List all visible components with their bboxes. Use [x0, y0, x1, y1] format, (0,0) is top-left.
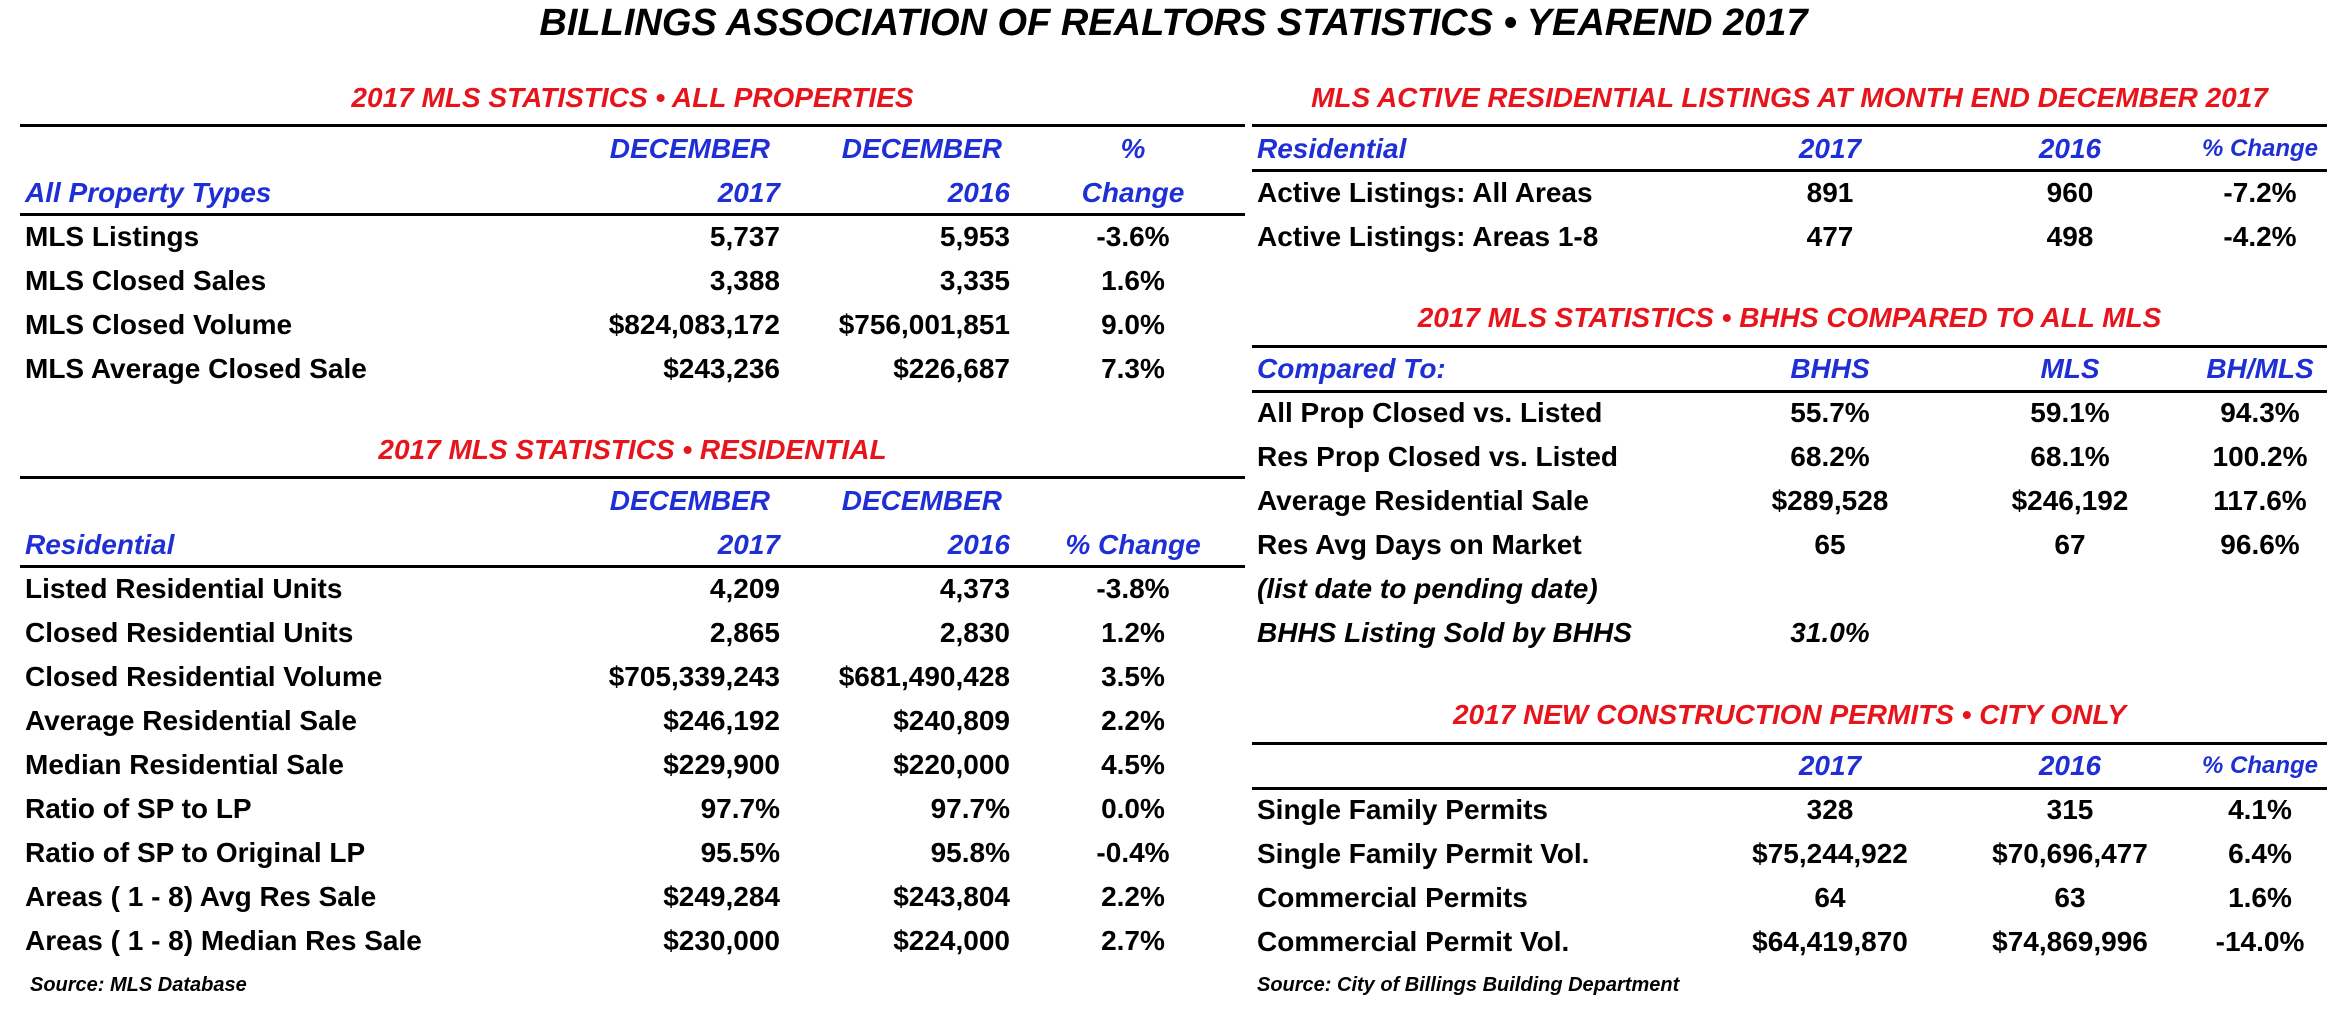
residential-label: Ratio of SP to LP: [25, 793, 252, 824]
permits-value-3: 4.1%: [2228, 794, 2292, 825]
active-listings-label: Active Listings: Areas 1-8: [1257, 221, 1599, 252]
all-properties-label: MLS Listings: [25, 221, 200, 252]
residential-value-2017: $705,339,243: [608, 661, 780, 692]
residential-value-2017: 95.5%: [700, 837, 780, 868]
all-properties-title: 2017 MLS STATISTICS • ALL PROPERTIES: [351, 82, 914, 113]
residential-value-2016: 4,373: [939, 573, 1010, 604]
residential-value-2016: $681,490,428: [838, 661, 1010, 692]
residential-header-2016: 2016: [947, 529, 1010, 560]
residential-value-2016: $224,000: [893, 925, 1010, 956]
all-properties-change: -3.6%: [1096, 221, 1170, 252]
residential-label: Closed Residential Units: [25, 617, 354, 648]
residential-value-2017: 4,209: [709, 573, 780, 604]
bhhs-value-3: 100.2%: [2212, 441, 2308, 472]
permits-header: [0, 744, 2347, 788]
bhhs-note-row: [0, 567, 2347, 611]
permits-row: [0, 788, 2347, 832]
bhhs-sold-row: [0, 611, 2347, 655]
permits-value-3: 6.4%: [2228, 838, 2292, 869]
active-listings-row: [0, 171, 2347, 215]
residential-change: 2.7%: [1101, 925, 1165, 956]
active-listings-value-3: -7.2%: [2223, 177, 2297, 208]
residential-change: 0.0%: [1101, 793, 1165, 824]
permits-row: [0, 832, 2347, 876]
page-title: BILLINGS ASSOCIATION OF REALTORS STATISTICS • YEAREND 2017: [539, 2, 1808, 44]
active-listings-label: Active Listings: All Areas: [1257, 177, 1593, 208]
bhhs-value-3: 94.3%: [2220, 397, 2300, 428]
residential-value-2017: $230,000: [663, 925, 780, 956]
residential-label: Areas ( 1 - 8) Median Res Sale: [25, 925, 422, 956]
bhhs-value-2: 67: [2054, 529, 2086, 560]
bhhs-header-ratio: BH/MLS: [2206, 353, 2314, 384]
permits-value-2: $74,869,996: [1992, 926, 2148, 957]
bhhs-row: [0, 479, 2347, 523]
permits-header-2016: 2016: [2038, 750, 2102, 781]
active-listings-value-2: 960: [2046, 177, 2094, 208]
active-listings-title: MLS ACTIVE RESIDENTIAL LISTINGS AT MONTH END DECEMBER 2017: [1311, 82, 2268, 113]
active-listings-header-2017: 2017: [1798, 133, 1862, 164]
residential-value-2017: $229,900: [663, 749, 780, 780]
active-listings-header-2016: 2016: [2038, 133, 2102, 164]
residential-value-2016: 97.7%: [930, 793, 1010, 824]
permits-title: 2017 NEW CONSTRUCTION PERMITS • CITY ONLY: [1452, 699, 2127, 730]
all-properties-value-2017: 3,388: [709, 265, 780, 296]
residential-source: Source: MLS Database: [30, 974, 247, 996]
permits-value-1: 64: [1814, 882, 1846, 913]
permits-value-2: $70,696,477: [1992, 838, 2148, 869]
all-properties-header-dec-2016: DECEMBER: [841, 133, 1002, 164]
permits-label: Commercial Permits: [1257, 882, 1528, 913]
residential-label: Listed Residential Units: [25, 573, 343, 604]
all-properties-label: MLS Average Closed Sale: [25, 353, 367, 384]
residential-label: Average Residential Sale: [25, 705, 358, 736]
all-properties-label: MLS Closed Sales: [25, 265, 267, 296]
all-properties-header-dec-2017: DECEMBER: [609, 133, 770, 164]
residential-value-2017: $249,284: [663, 881, 780, 912]
residential-value-2017: $246,192: [663, 705, 780, 736]
permits-value-1: $64,419,870: [1752, 926, 1908, 957]
bhhs-value-1: $289,528: [1771, 485, 1889, 516]
bhhs-sold-value: 31.0%: [1790, 617, 1870, 648]
residential-change: 2.2%: [1101, 705, 1165, 736]
all-properties-value-2017: $243,236: [663, 353, 780, 384]
bhhs-sold-label: BHHS Listing Sold by BHHS: [1257, 617, 1632, 648]
bhhs-header: [0, 347, 2347, 391]
bhhs-value-2: 68.1%: [2030, 441, 2110, 472]
all-properties-value-2016: $226,687: [893, 353, 1010, 384]
residential-title: 2017 MLS STATISTICS • RESIDENTIAL: [378, 434, 887, 465]
residential-value-2016: 95.8%: [930, 837, 1010, 868]
residential-row: [0, 699, 1250, 743]
residential-change: 3.5%: [1101, 661, 1165, 692]
residential-header-2017: 2017: [717, 529, 780, 560]
all-properties-value-2016: 5,953: [939, 221, 1010, 252]
residential-header-dec-2017: DECEMBER: [609, 485, 770, 516]
all-properties-header-change: Change: [1081, 177, 1185, 208]
residential-value-2016: $220,000: [893, 749, 1010, 780]
permits-value-3: 1.6%: [2228, 882, 2292, 913]
residential-header-change: % Change: [1065, 529, 1201, 560]
bhhs-label: All Prop Closed vs. Listed: [1257, 397, 1603, 428]
active-listings-header-change: % Change: [2201, 135, 2318, 162]
permits-value-3: -14.0%: [2215, 926, 2305, 957]
all-properties-value-2017: $824,083,172: [608, 309, 780, 340]
all-properties-change: 9.0%: [1101, 309, 1165, 340]
residential-change: 2.2%: [1101, 881, 1165, 912]
residential-value-2016: $243,804: [893, 881, 1010, 912]
permits-label: Single Family Permits: [1257, 794, 1548, 825]
all-properties-change: 1.6%: [1101, 265, 1165, 296]
bhhs-value-3: 96.6%: [2220, 529, 2300, 560]
all-properties-change: 7.3%: [1101, 353, 1165, 384]
all-properties-value-2017: 5,737: [709, 221, 780, 252]
all-properties-header-pct: %: [1120, 133, 1146, 164]
all-properties-header-2017: 2017: [717, 177, 780, 208]
permits-label: Commercial Permit Vol.: [1257, 926, 1570, 957]
residential-label: Areas ( 1 - 8) Avg Res Sale: [25, 881, 377, 912]
bhhs-label: Res Prop Closed vs. Listed: [1257, 441, 1618, 472]
all-properties-header-label: All Property Types: [25, 177, 272, 208]
residential-header-dec-2016: DECEMBER: [841, 485, 1002, 516]
bhhs-row: [0, 435, 2347, 479]
residential-value-2016: $240,809: [893, 705, 1010, 736]
permits-value-1: $75,244,922: [1752, 838, 1908, 869]
bhhs-row: [0, 523, 2347, 567]
all-properties-row: [0, 259, 1250, 303]
permits-value-2: 63: [2054, 882, 2086, 913]
all-properties-value-2016: $756,001,851: [838, 309, 1010, 340]
all-properties-header-2016: 2016: [947, 177, 1010, 208]
residential-change: 4.5%: [1101, 749, 1165, 780]
residential-change: -0.4%: [1096, 837, 1170, 868]
residential-label: Median Residential Sale: [25, 749, 344, 780]
residential-value-2016: 2,830: [939, 617, 1010, 648]
permits-value-2: 315: [2046, 794, 2094, 825]
bhhs-header-mls: MLS: [2040, 353, 2100, 384]
residential-label: Closed Residential Volume: [25, 661, 383, 692]
bhhs-value-2: 59.1%: [2030, 397, 2110, 428]
residential-value-2017: 97.7%: [700, 793, 780, 824]
bhhs-header-label: Compared To:: [1257, 353, 1446, 384]
active-listings-value-1: 891: [1806, 177, 1854, 208]
bhhs-value-1: 65: [1814, 529, 1846, 560]
all-properties-label: MLS Closed Volume: [25, 309, 293, 340]
permits-value-1: 328: [1806, 794, 1854, 825]
residential-row: [0, 655, 1250, 699]
active-listings-header-label: Residential: [1257, 133, 1407, 164]
permits-header-2017: 2017: [1798, 750, 1862, 781]
active-listings-value-3: -4.2%: [2223, 221, 2297, 252]
bhhs-value-1: 55.7%: [1790, 397, 1870, 428]
bhhs-note: (list date to pending date): [1257, 573, 1598, 604]
permits-label: Single Family Permit Vol.: [1257, 838, 1590, 869]
bhhs-value-1: 68.2%: [1790, 441, 1870, 472]
bhhs-label: Average Residential Sale: [1257, 485, 1590, 516]
bhhs-header-bhhs: BHHS: [1790, 353, 1870, 384]
active-listings-header: [0, 127, 2347, 171]
active-listings-value-1: 477: [1806, 221, 1854, 252]
permits-row: [0, 920, 2347, 964]
bhhs-row: [0, 391, 2347, 435]
permits-header-change: % Change: [2201, 752, 2318, 779]
residential-label: Ratio of SP to Original LP: [25, 837, 366, 868]
residential-change: -3.8%: [1096, 573, 1170, 604]
bhhs-value-3: 117.6%: [2213, 485, 2307, 516]
permits-row: [0, 876, 2347, 920]
residential-value-2017: 2,865: [709, 617, 780, 648]
active-listings-row: [0, 215, 2347, 259]
active-listings-value-2: 498: [2046, 221, 2094, 252]
residential-change: 1.2%: [1101, 617, 1165, 648]
all-properties-row: [0, 303, 1250, 347]
all-properties-value-2016: 3,335: [939, 265, 1010, 296]
bhhs-title: 2017 MLS STATISTICS • BHHS COMPARED TO ALL MLS: [1417, 302, 2162, 333]
bhhs-value-2: $246,192: [2011, 485, 2129, 516]
residential-header-label: Residential: [25, 529, 175, 560]
permits-source: Source: City of Billings Building Department: [1257, 974, 1680, 996]
bhhs-label: Res Avg Days on Market: [1257, 529, 1582, 560]
